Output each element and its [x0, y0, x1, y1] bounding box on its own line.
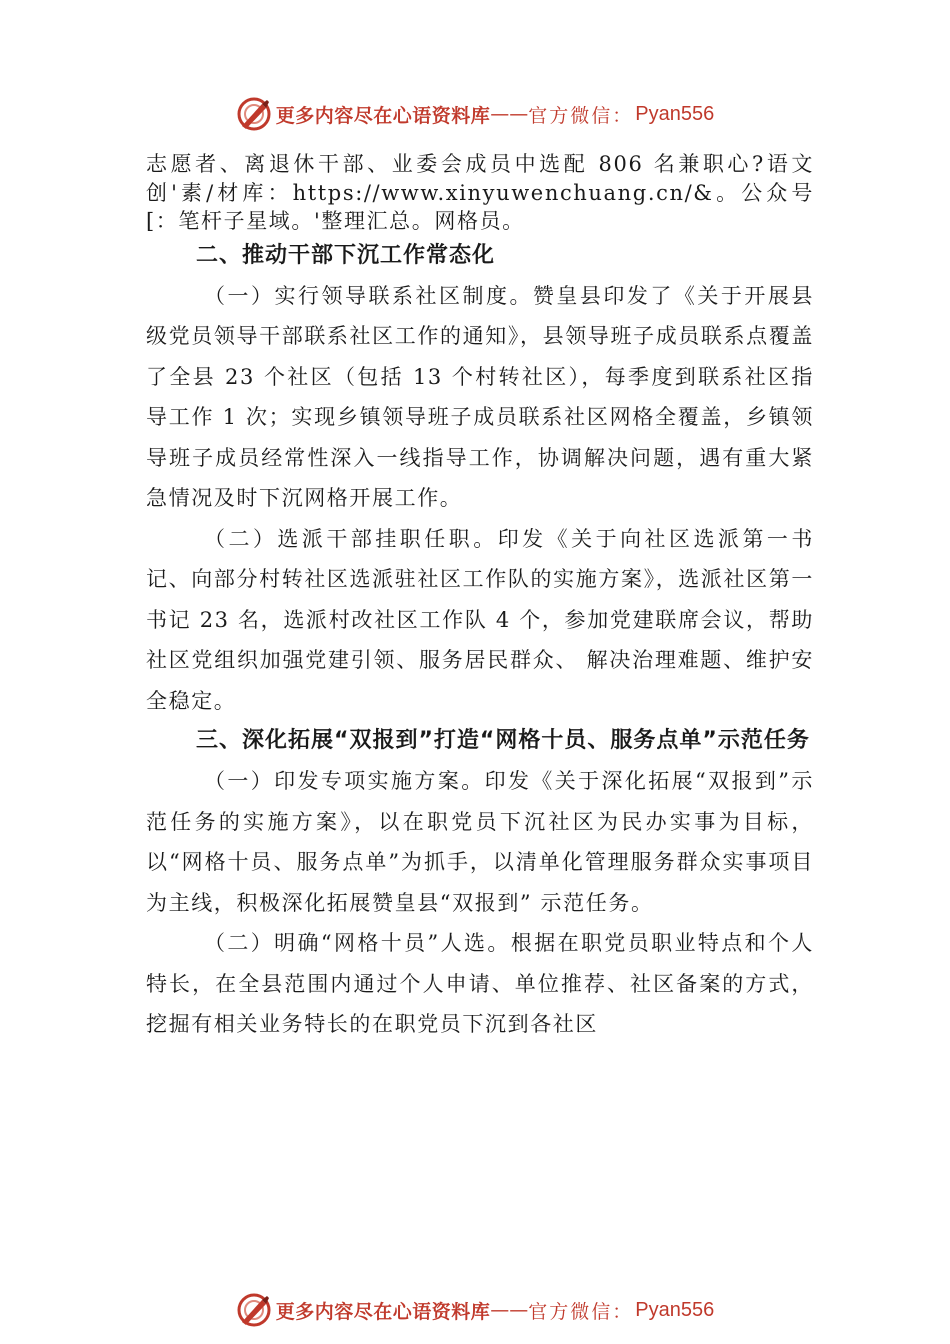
banner-brand-text: 更多内容尽在心语资料库	[275, 1300, 491, 1323]
paragraph-3-1: （一）印发专项实施方案。印发《关于深化拓展“双报到”示范任务的实施方案》，以在职党员下沉社区为民办实事为目标，以“网格十员、服务点单”为抓手，以清单化管理服务群众实事项目为主线，积极深化拓展赞皇县“双报到” 示范任务。	[146, 769, 814, 915]
footer-banner	[0, 1290, 950, 1330]
banner-wechat-id: Pyan556	[635, 102, 715, 125]
banner-dash: ——	[490, 103, 529, 125]
paragraph-2-1: （一）实行领导联系社区制度。赞皇县印发了《关于开展县级党员领导干部联系社区工作的通知》，县领导班子成员联系点覆盖了全县 23 个社区（包括 13 个村转社区），每季度到联系社区指导工作 1 次；实现乡镇领导班子成员联系社区网格全覆盖，乡镇领导班子成员经常性深入一线指导工作，协调解决问题，遇有重大紧急情况及时下沉网格开展工作。	[146, 283, 814, 510]
section-heading-2: 二、推动干部下沉工作常态化	[196, 242, 496, 268]
banner-wechat-label: 官方微信：	[528, 104, 634, 127]
paragraph-3-2: （二）明确“网格十员”人选。根据在职党员职业特点和个人特长，在全县范围内通过个人申请、单位推荐、社区备案的方式，挖掘有相关业务特长的在职党员下沉到各社区	[146, 931, 814, 1036]
header-banner	[0, 94, 950, 134]
banner-brand-text: 更多内容尽在心语资料库	[275, 104, 491, 127]
banner-dash: ——	[490, 1299, 529, 1321]
banner-wechat-label: 官方微信：	[528, 1300, 634, 1323]
pen-logo-icon	[236, 1292, 272, 1328]
document-body	[146, 150, 814, 1045]
banner-wechat-id: Pyan556	[635, 1298, 715, 1321]
section-heading-3: 三、深化拓展“双报到”打造“网格十员、服务点单”示范任务	[196, 728, 810, 753]
paragraph-2-2: （二）选派干部挂职任职。印发《关于向社区选派第一书记、向部分村转社区选派驻社区工作队的实施方案》，选派社区第一书记 23 名，选派村改社区工作队 4 个，参加党建联席会议，帮助社区党组织加强党建引领、服务居民群众、 解决治理难题、维护安全稳定。	[146, 526, 814, 713]
pen-logo-icon	[236, 96, 272, 132]
paragraph-continued: 志愿者、离退休干部、业委会成员中选配 806 名兼职心?语文创'素/材库：https://www.xinyuwenchuang.cn/&。公众号[：笔杆子星域。'整理汇总。网格员。	[146, 152, 814, 233]
